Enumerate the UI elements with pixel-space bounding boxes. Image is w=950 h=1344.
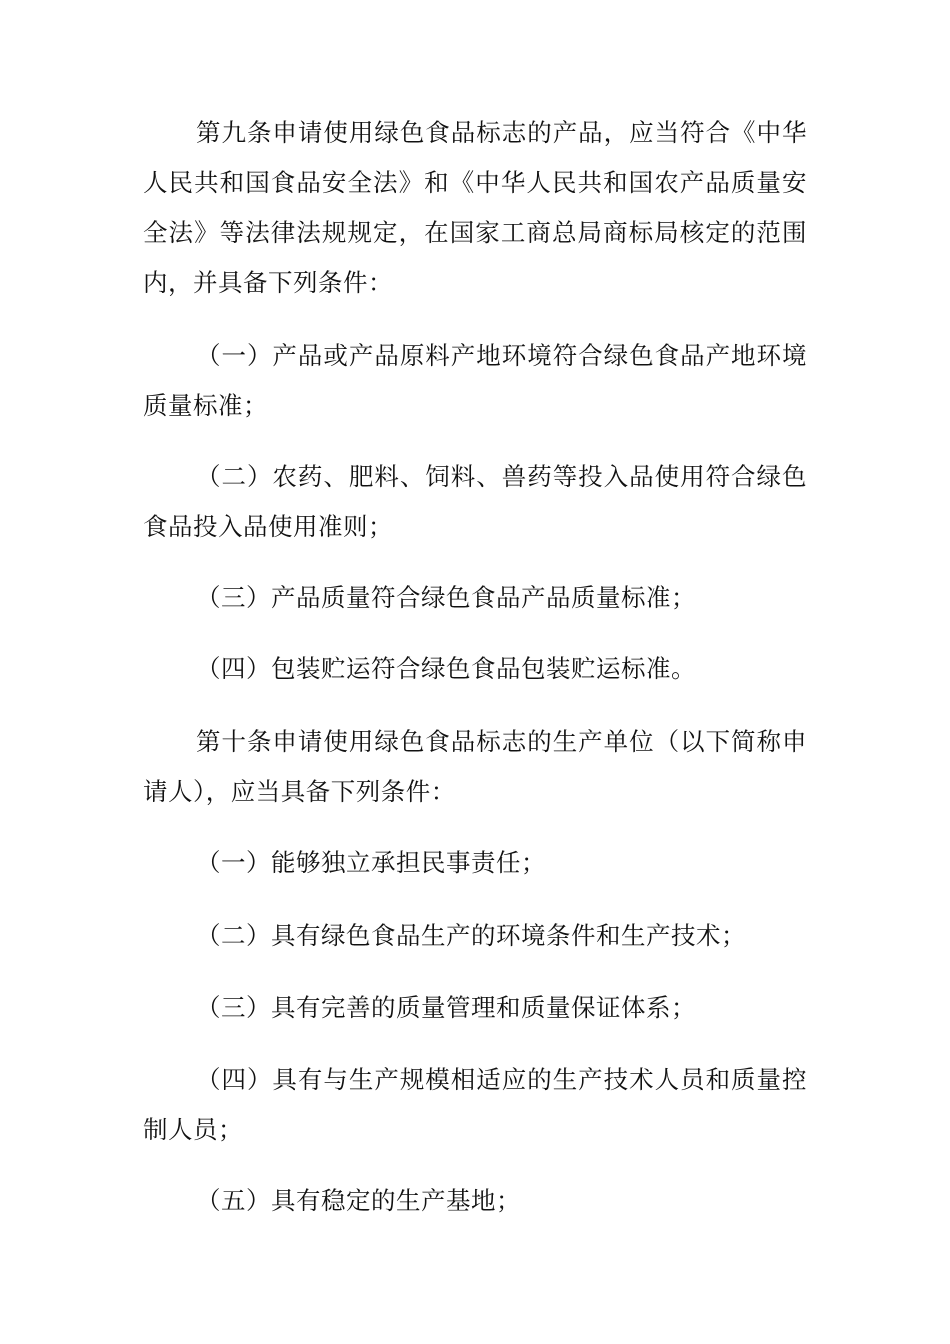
article-9-item-2: （二）农药、肥料、饲料、兽药等投入品使用符合绿色食品投入品使用准则；	[143, 462, 807, 541]
article-9-item-3: （三）产品质量符合绿色食品产品质量标准；	[196, 583, 696, 612]
article-10-item-3: （三）具有完善的质量管理和质量保证体系；	[196, 993, 696, 1022]
article-10-item-2: （二）具有绿色食品生产的环境条件和生产技术；	[196, 921, 746, 950]
article-9-intro: 第九条申请使用绿色食品标志的产品，应当符合《中华人民共和国食品安全法》和《中华人民共和国农产品质量安全法》等法律法规规定，在国家工商总局商标局核定的范围内，并具备下列条件：	[143, 118, 807, 297]
article-10-intro: 第十条申请使用绿色食品标志的生产单位（以下简称申请人），应当具备下列条件：	[143, 727, 807, 806]
article-10-item-1: （一）能够独立承担民事责任；	[196, 848, 546, 877]
article-9-item-4: （四）包装贮运符合绿色食品包装贮运标准。	[196, 654, 696, 683]
article-10-item-5: （五）具有稳定的生产基地；	[196, 1186, 521, 1215]
article-10-item-4: （四）具有与生产规模相适应的生产技术人员和质量控制人员；	[143, 1065, 807, 1144]
article-9-item-1: （一）产品或产品原料产地环境符合绿色食品产地环境质量标准；	[143, 341, 807, 420]
